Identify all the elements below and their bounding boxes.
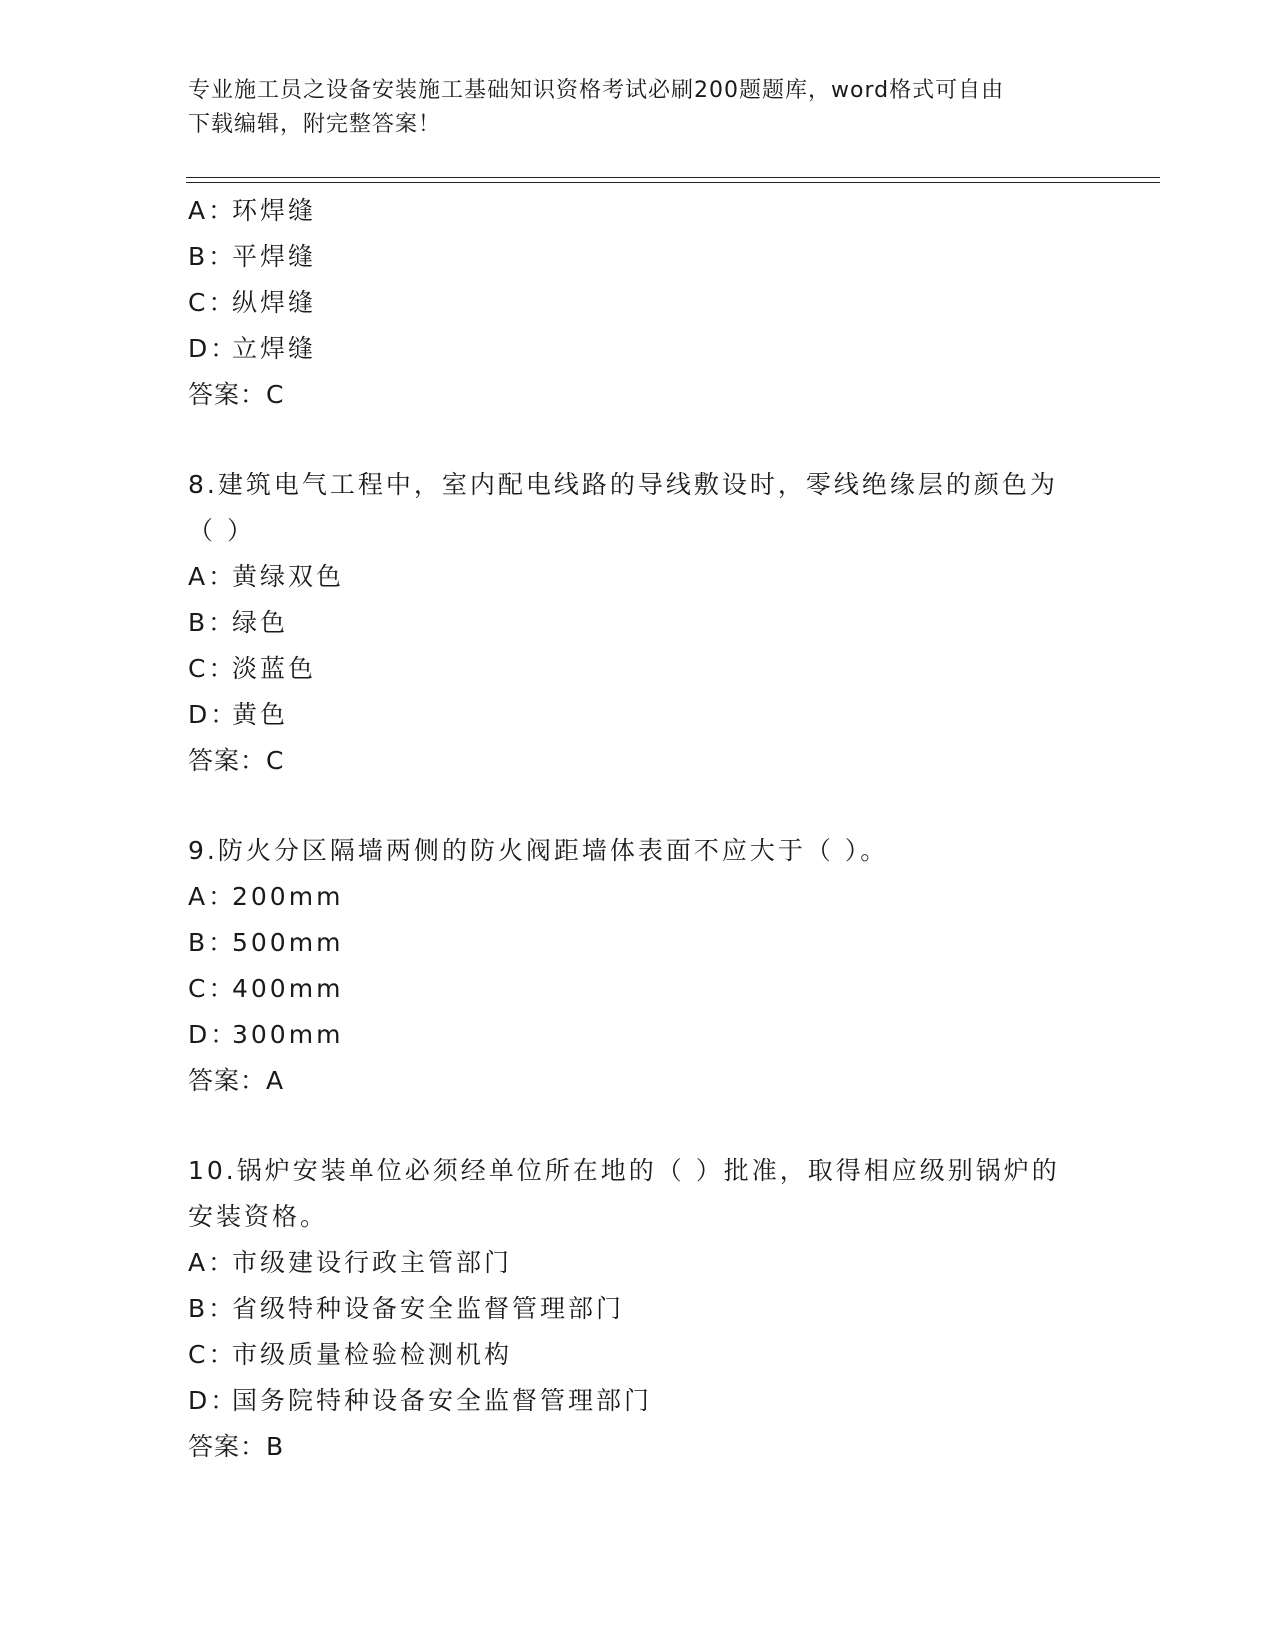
header-line-1: 专业施工员之设备安装施工基础知识资格考试必刷200题题库，word格式可自由 — [188, 78, 1005, 103]
option-a: A：200mm — [188, 882, 344, 911]
answer: 答案：C — [188, 746, 285, 775]
option-b: B：500mm — [188, 928, 344, 957]
option-a: A：环焊缝 — [188, 196, 317, 225]
option-a: A：黄绿双色 — [188, 562, 345, 591]
answer: 答案：A — [188, 1066, 285, 1095]
option-d: D：国务院特种设备安全监督管理部门 — [188, 1386, 653, 1415]
header-divider-bottom — [186, 182, 1160, 183]
question-text: 9.防火分区隔墙两侧的防火阀距墙体表面不应大于（ ）。 — [188, 836, 889, 865]
answer: 答案：B — [188, 1432, 285, 1461]
option-d: D：立焊缝 — [188, 334, 317, 363]
option-a: A：市级建设行政主管部门 — [188, 1248, 513, 1277]
question-8 — [188, 462, 1088, 784]
option-b: B：绿色 — [188, 608, 289, 637]
header-divider-top — [186, 177, 1160, 178]
header-line-2: 下载编辑，附完整答案！ — [188, 112, 442, 137]
option-d: D：300mm — [188, 1020, 344, 1049]
option-b: B：平焊缝 — [188, 242, 317, 271]
question-10 — [188, 1148, 1088, 1470]
question-list — [188, 188, 1088, 1470]
option-c: C：淡蓝色 — [188, 654, 317, 683]
question-7 — [188, 188, 1088, 418]
document-header — [188, 74, 1088, 142]
option-c: C：市级质量检验检测机构 — [188, 1340, 513, 1369]
question-text: 10.锅炉安装单位必须经单位所在地的（ ）批准，取得相应级别锅炉的安装资格。 — [188, 1156, 1060, 1231]
option-d: D：黄色 — [188, 700, 289, 729]
option-c: C：400mm — [188, 974, 344, 1003]
option-c: C：纵焊缝 — [188, 288, 317, 317]
option-b: B：省级特种设备安全监督管理部门 — [188, 1294, 625, 1323]
question-9 — [188, 828, 1088, 1104]
answer: 答案：C — [188, 380, 285, 409]
question-text: 8.建筑电气工程中，室内配电线路的导线敷设时，零线绝缘层的颜色为（ ） — [188, 470, 1058, 545]
